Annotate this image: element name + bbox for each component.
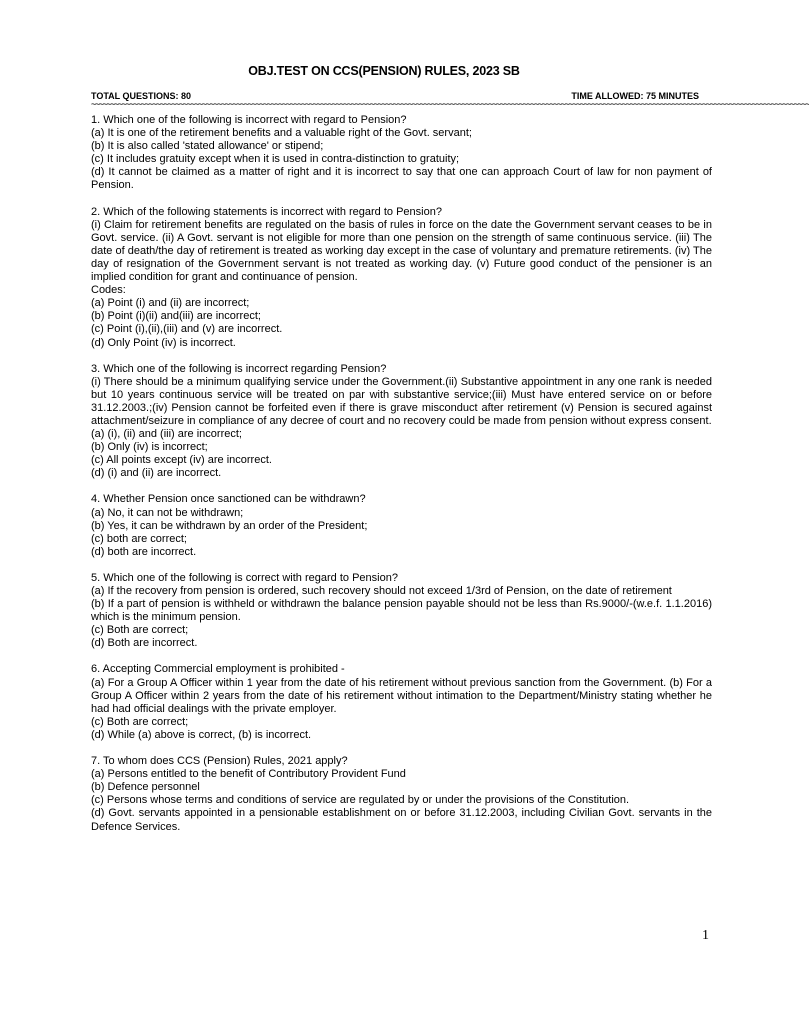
question-line: (a) Point (i) and (ii) are incorrect; xyxy=(91,297,250,310)
question-line: (b) Defence personnel xyxy=(91,781,200,794)
question-block xyxy=(91,363,712,481)
tilde-divider: ~~~~~~~~~~~~~~~~~~~~~~~~~~~~~~~~~~~~~~~~~~~~~~~~~~~~~~~~~~~~~~~~~~~~~~~~~~~~~~~~~~~~~~~~~~~~~~~~~~~~~~~~~~~~~~~~~~~~~~~~~~~~~~~~~~~~~~~~~~~~~~~~~~~~~~~~~~~~~~~~~~~~~~~~~~~~~~~~~~~~~~~~~~~~ xyxy=(91,100,809,110)
question-line: (a) For a Group A Officer within 1 year from the date of his retirement without previous sanction from the Government. (b) For a Group A Officer within 2 years from the date of his retirement without intimation to the Department/Ministry stating whether he had had official dealings with the private employer. xyxy=(91,676,712,715)
question-block xyxy=(91,572,712,651)
page-number: 1 xyxy=(702,928,709,943)
question-line: (c) Point (i),(ii),(iii) and (v) are incorrect. xyxy=(91,323,283,336)
question-text: 3. Which one of the following is incorrect regarding Pension? xyxy=(91,362,387,375)
question-line: (b) Point (i)(ii) and(iii) are incorrect; xyxy=(91,310,261,323)
question-line: (c) It includes gratuity except when it is used in contra-distinction to gratuity; xyxy=(91,153,460,166)
question-line: (a) Persons entitled to the benefit of Contributory Provident Fund xyxy=(91,768,406,781)
question-line: (d) Both are incorrect. xyxy=(91,637,198,650)
question-line: (c) Persons whose terms and conditions of service are regulated by or under the provisions of the Constitution. xyxy=(91,794,630,807)
total-questions: TOTAL QUESTIONS: 80 xyxy=(91,91,192,101)
page-title: OBJ.TEST ON CCS(PENSION) RULES, 2023 SB xyxy=(248,64,520,78)
question-text: 7. To whom does CCS (Pension) Rules, 2021 apply? xyxy=(91,755,348,768)
question-block xyxy=(91,114,712,193)
question-line: (i) Claim for retirement benefits are regulated on the basis of rules in force on the date the Government servant ceases to be in Govt. service. (ii) A Govt. servant is not eligible for more than one pension on the strength of same continuous service. (iii) The date of death/the day of retirement is treated as working day except in the case of voluntary and premature retirements. (iv) The day of resignation of the Government servant is not treated as working day. (v) Future good conduct of the pensioner is an implied condition for grant and continuance of pension. xyxy=(91,218,712,284)
question-line: (c) both are correct; xyxy=(91,532,187,545)
question-line: (c) Both are correct; xyxy=(91,624,189,637)
question-line: (b) If a part of pension is withheld or withdrawn the balance pension payable should not be less than Rs.9000/-(w.e.f. 1.1.2016) which is the minimum pension. xyxy=(91,598,712,624)
questions-list xyxy=(91,114,712,847)
question-line: (a) It is one of the retirement benefits and a valuable right of the Govt. servant; xyxy=(91,127,472,140)
question-line: (a) If the recovery from pension is ordered, such recovery should not exceed 1/3rd of Pension, on the date of retirement xyxy=(91,585,672,597)
question-line: (d) Only Point (iv) is incorrect. xyxy=(91,336,236,349)
question-line: Codes: xyxy=(91,284,126,297)
question-block xyxy=(91,206,712,350)
question-line: (c) Both are correct; xyxy=(91,715,189,728)
question-line: (a) No, it can not be withdrawn; xyxy=(91,506,244,519)
question-block xyxy=(91,663,712,742)
question-text: 6. Accepting Commercial employment is prohibited - xyxy=(91,663,345,676)
question-text: 5. Which one of the following is correct with regard to Pension? xyxy=(91,571,398,584)
question-line: (a) (i), (ii) and (iii) are incorrect; xyxy=(91,428,242,441)
question-line: (c) All points except (iv) are incorrect. xyxy=(91,454,272,467)
question-line: (b) Yes, it can be withdrawn by an order of the President; xyxy=(91,519,368,532)
question-line: (b) It is also called 'stated allowance' or stipend; xyxy=(91,140,324,153)
question-line: (d) (i) and (ii) are incorrect. xyxy=(91,467,222,480)
question-line: (i) There should be a minimum qualifying service under the Government.(ii) Substantive appointment in any one rank is needed but 10 years continuous service will be treated on par with substantive service;(iii) Must have entered service on or before 31.12.2003.;(iv) Pension cannot be forfeited even if there is grave misconduct after retirement (v) Pension is secured against attachment/seizure in compliance of any decree of court and no recovery could be made from pension without express consent. xyxy=(91,375,712,427)
question-line: (d) Govt. servants appointed in a pensionable establishment on or before 31.12.2003, including Civilian Govt. servants in the Defence Services. xyxy=(91,807,712,833)
question-block xyxy=(91,493,712,558)
question-line: (d) It cannot be claimed as a matter of right and it is incorrect to say that one can approach Court of law for non payment of Pension. xyxy=(91,166,712,192)
question-text: 4. Whether Pension once sanctioned can be withdrawn? xyxy=(91,493,366,506)
question-block xyxy=(91,755,712,834)
question-text: 2. Which of the following statements is incorrect with regard to Pension? xyxy=(91,205,442,218)
time-allowed: TIME ALLOWED: 75 MINUTES xyxy=(571,91,699,101)
question-line: (d) While (a) above is correct, (b) is incorrect. xyxy=(91,728,312,741)
question-line: (b) Only (iv) is incorrect; xyxy=(91,441,208,454)
question-line: (d) both are incorrect. xyxy=(91,545,197,558)
question-text: 1. Which one of the following is incorrect with regard to Pension? xyxy=(91,114,407,126)
